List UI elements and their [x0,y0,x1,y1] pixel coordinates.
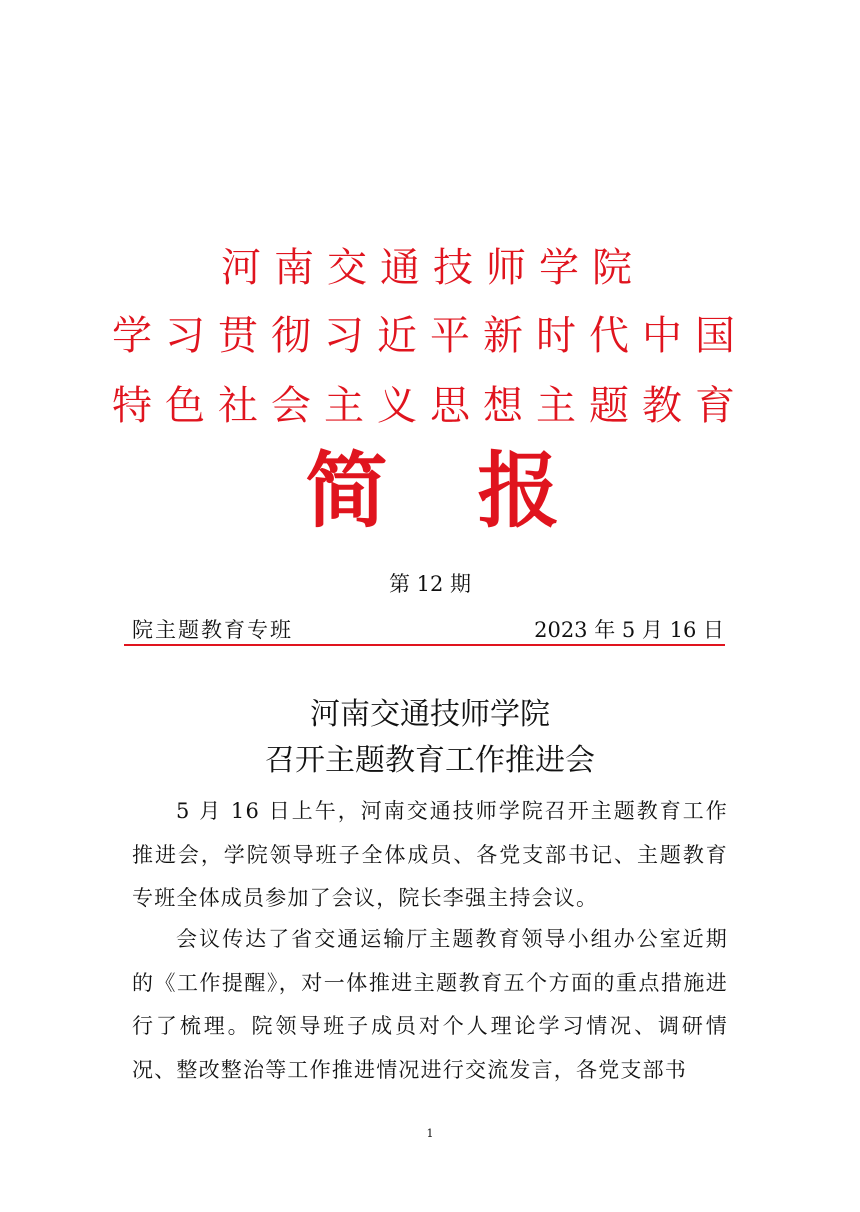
masthead-bulletin-title: 简报 [305,443,650,539]
masthead-subtitle-line-2: 特色社会主义思想主题教育 [112,383,748,429]
article-paragraph-1: 5 月 16 日上午，河南交通技师学院召开主题教育工作推进会，学院领导班子全体成员、各党支部书记、主题教育专班全体成员参加了会议，院长李强主持会议。 [132,799,728,910]
article-paragraph-2: 会议传达了省交通运输厅主题教育领导小组办公室近期的《工作提醒》，对一体推进主题教育五个方面的重点措施进行了梳理。院领导班子成员对个人理论学习情况、调研情况、整改整治等工作推进情况进行交流发言，各党支部书 [132,927,728,1082]
masthead-subtitle-line-1: 学习贯彻习近平新时代中国 [112,313,748,359]
article-title-line-2: 召开主题教育工作推进会 [265,743,595,778]
red-divider-line [124,644,725,646]
masthead-institution: 河南交通技师学院 [221,245,645,291]
article-title-line-1: 河南交通技师学院 [310,697,550,732]
page-number: 1 [426,1127,434,1140]
issue-number: 第 12 期 [388,572,472,596]
issue-date: 2023 年 5 月 16 日 [534,618,724,642]
issuer-name: 院主题教育专班 [132,618,293,642]
